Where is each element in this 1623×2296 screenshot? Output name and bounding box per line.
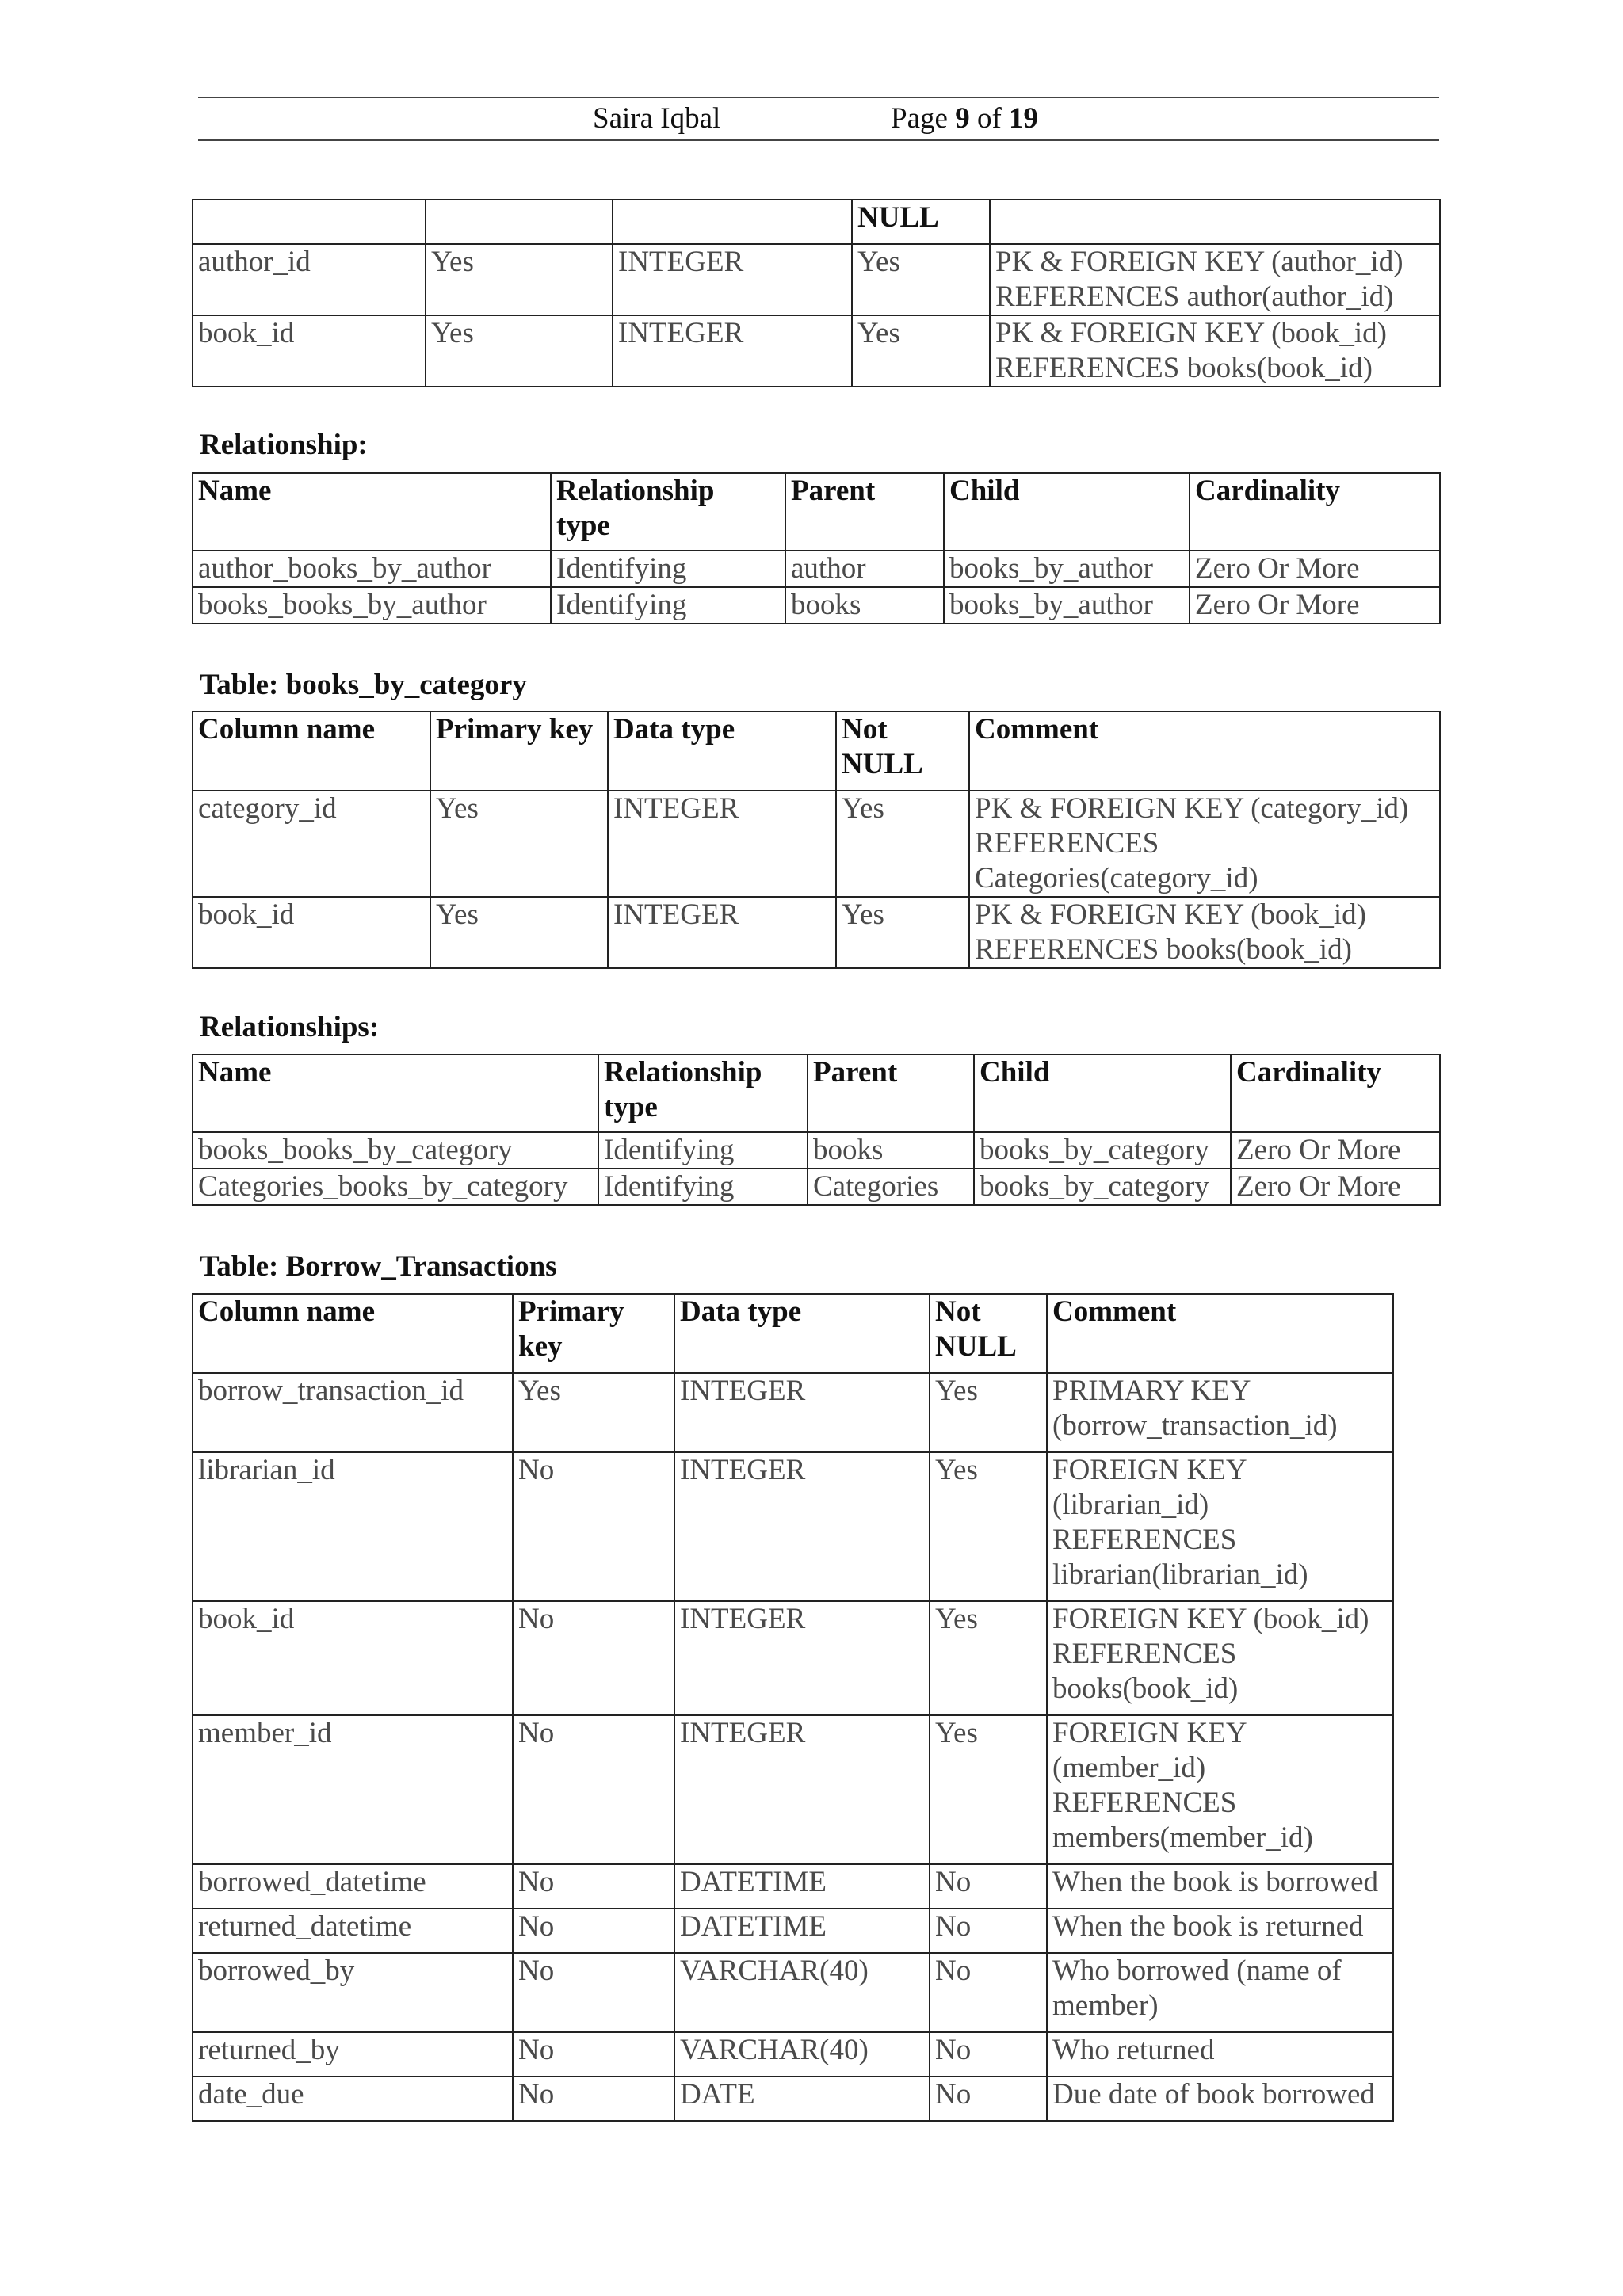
table-row: [193, 587, 1440, 624]
cell-line: Categories(category_id): [975, 862, 1258, 894]
cell-line: books(book_id): [1052, 1672, 1239, 1705]
table-cell: When the book is borrowed: [1047, 1864, 1393, 1909]
header-line: NULL: [935, 1330, 1017, 1363]
table-title: Table: books_by_category: [200, 669, 527, 701]
table-cell: author_id: [193, 244, 426, 315]
cell-line: PRIMARY KEY: [1052, 1375, 1251, 1407]
table-cell: Yes: [852, 244, 990, 315]
table-row: [193, 1909, 1393, 1953]
cell-line: members(member_id): [1052, 1821, 1313, 1854]
column-header: Data type: [674, 1294, 930, 1373]
table-cell: [613, 200, 852, 244]
column-header: [836, 711, 969, 791]
column-header: [551, 473, 785, 551]
cell-line: REFERENCES author(author_id): [995, 280, 1394, 313]
relationships-table: [192, 1054, 1441, 1206]
column-header: Primary key: [430, 711, 608, 791]
header-line: type: [556, 509, 610, 542]
table-cell: INTEGER: [674, 1715, 930, 1864]
table-row: [193, 2077, 1393, 2121]
table-cell: Yes: [430, 791, 608, 897]
table-cell: INTEGER: [674, 1373, 930, 1452]
header-line: Not: [935, 1295, 981, 1328]
table-row: [193, 1864, 1393, 1909]
header-page-indicator: [891, 101, 1038, 135]
table-continued: [192, 199, 1441, 387]
table-cell: INTEGER: [608, 791, 836, 897]
cell-line: FOREIGN KEY (book_id): [1052, 1603, 1369, 1635]
table-cell: member_id: [193, 1715, 513, 1864]
table-cell: date_due: [193, 2077, 513, 2121]
table-row: [193, 244, 1440, 315]
cell-line: REFERENCES: [1052, 1638, 1237, 1670]
cell-line: Who borrowed (name of: [1052, 1955, 1342, 1987]
header-line: Primary: [518, 1295, 624, 1328]
table-row: [193, 1601, 1393, 1715]
cell-line: PK & FOREIGN KEY (book_id): [975, 898, 1367, 931]
table-row: [193, 1373, 1393, 1452]
cell-line: REFERENCES: [1052, 1787, 1237, 1819]
column-header: Name: [193, 473, 551, 551]
header-line: Not: [842, 713, 888, 746]
table-cell: Identifying: [551, 587, 785, 624]
cell-line: (borrow_transaction_id): [1052, 1409, 1338, 1442]
table-cell: Yes: [852, 315, 990, 387]
column-header: [598, 1055, 808, 1132]
table-cell: Yes: [426, 244, 613, 315]
table-cell: [1047, 1452, 1393, 1601]
cell-line: (member_id): [1052, 1752, 1206, 1784]
column-header: Data type: [608, 711, 836, 791]
table-cell: DATETIME: [674, 1864, 930, 1909]
table-cell: No: [513, 1601, 674, 1715]
table-cell: borrowed_datetime: [193, 1864, 513, 1909]
table-cell: INTEGER: [674, 1452, 930, 1601]
page-of: of: [976, 102, 1002, 135]
header-top-rule: [198, 97, 1439, 98]
table-cell: author_books_by_author: [193, 551, 551, 587]
header-line: Relationship: [604, 1056, 762, 1089]
header-author: Saira Iqbal: [593, 102, 721, 135]
page-total: 19: [1009, 102, 1039, 135]
table-row: [193, 1715, 1393, 1864]
cell-line: REFERENCES: [1052, 1524, 1237, 1556]
column-header: [513, 1294, 674, 1373]
table-cell: Yes: [430, 897, 608, 968]
column-header: Child: [944, 473, 1190, 551]
table-cell: books_by_category: [974, 1169, 1231, 1205]
table-cell: No: [513, 2032, 674, 2077]
table-cell: book_id: [193, 897, 430, 968]
cell-line: FOREIGN KEY: [1052, 1454, 1247, 1486]
column-header: Child: [974, 1055, 1231, 1132]
table-cell: [1047, 1601, 1393, 1715]
table-cell: book_id: [193, 315, 426, 387]
table-cell: No: [513, 1864, 674, 1909]
relationship-title: Relationship:: [200, 429, 368, 461]
cell-line: REFERENCES books(book_id): [995, 352, 1373, 384]
table-row: [193, 1169, 1440, 1205]
table-cell: No: [513, 1452, 674, 1601]
table-cell: Zero Or More: [1231, 1132, 1440, 1169]
table-cell: books_by_author: [944, 551, 1190, 587]
table-cell: Yes: [513, 1373, 674, 1452]
table-cell: INTEGER: [608, 897, 836, 968]
table-cell: [969, 791, 1440, 897]
table-cell: [990, 200, 1440, 244]
table-row: [193, 551, 1440, 587]
table-row: [193, 1953, 1393, 2032]
column-header: Parent: [785, 473, 944, 551]
table-row: [193, 897, 1440, 968]
table-cell: Due date of book borrowed: [1047, 2077, 1393, 2121]
table-cell: books: [785, 587, 944, 624]
header-bottom-rule: [198, 139, 1439, 141]
table-cell: returned_by: [193, 2032, 513, 2077]
table-cell: [990, 315, 1440, 387]
table-cell: No: [930, 2077, 1047, 2121]
table-header-row: [193, 1055, 1440, 1132]
table-cell: [193, 200, 426, 244]
table-cell: No: [513, 1953, 674, 2032]
table-cell: book_id: [193, 1601, 513, 1715]
table-cell: No: [513, 2077, 674, 2121]
table-cell: VARCHAR(40): [674, 1953, 930, 2032]
table-cell: Yes: [930, 1715, 1047, 1864]
table-cell: Yes: [930, 1373, 1047, 1452]
table-cell: books_by_category: [974, 1132, 1231, 1169]
column-header: Column name: [193, 711, 430, 791]
table-cell: No: [930, 1953, 1047, 2032]
table-cell: Yes: [426, 315, 613, 387]
table-row: [193, 1132, 1440, 1169]
table-header-row: [193, 473, 1440, 551]
table-row: [193, 315, 1440, 387]
cell-line: member): [1052, 1989, 1159, 2022]
cell-line: PK & FOREIGN KEY (category_id): [975, 792, 1409, 825]
table-cell: INTEGER: [613, 244, 852, 315]
table-cell: DATETIME: [674, 1909, 930, 1953]
table-cell: When the book is returned: [1047, 1909, 1393, 1953]
table-cell: books_books_by_author: [193, 587, 551, 624]
table-cell: Identifying: [598, 1169, 808, 1205]
table-row: [193, 200, 1440, 244]
header-line: NULL: [842, 748, 923, 780]
column-header: Comment: [969, 711, 1440, 791]
cell-line: REFERENCES books(book_id): [975, 933, 1352, 966]
table-cell: Yes: [836, 791, 969, 897]
table-cell: Yes: [836, 897, 969, 968]
table-cell: Zero Or More: [1231, 1169, 1440, 1205]
table-header-row: [193, 711, 1440, 791]
table-cell: [969, 897, 1440, 968]
relationships-title: Relationships:: [200, 1011, 380, 1043]
column-header: Comment: [1047, 1294, 1393, 1373]
page-number: 9: [955, 102, 970, 135]
header-line: Relationship: [556, 475, 715, 507]
cell-line: FOREIGN KEY: [1052, 1717, 1247, 1749]
column-header: [930, 1294, 1047, 1373]
header-line: key: [518, 1330, 563, 1363]
relationship-table: [192, 472, 1441, 624]
table-cell: [426, 200, 613, 244]
table-cell: No: [513, 1715, 674, 1864]
cell-line: PK & FOREIGN KEY (book_id): [995, 317, 1388, 349]
table-cell: VARCHAR(40): [674, 2032, 930, 2077]
table-cell: librarian_id: [193, 1452, 513, 1601]
table-cell: INTEGER: [674, 1601, 930, 1715]
table-cell: [1047, 1373, 1393, 1452]
table-cell: Identifying: [551, 551, 785, 587]
column-header: Cardinality: [1190, 473, 1440, 551]
table-cell: Zero Or More: [1190, 551, 1440, 587]
table-row: [193, 1452, 1393, 1601]
table-header-row: [193, 1294, 1393, 1373]
table-cell: Zero Or More: [1190, 587, 1440, 624]
table-cell: books_by_author: [944, 587, 1190, 624]
table-cell: category_id: [193, 791, 430, 897]
table-title: Table: Borrow_Transactions: [200, 1250, 557, 1283]
table-cell: [1047, 1715, 1393, 1864]
cell-line: REFERENCES: [975, 827, 1159, 860]
table-cell: DATE: [674, 2077, 930, 2121]
table-cell: Categories_books_by_category: [193, 1169, 598, 1205]
table-cell: Who returned: [1047, 2032, 1393, 2077]
table-cell: returned_datetime: [193, 1909, 513, 1953]
table-cell: books_books_by_category: [193, 1132, 598, 1169]
table-cell: books: [808, 1132, 974, 1169]
table-row: [193, 2032, 1393, 2077]
table-cell: borrowed_by: [193, 1953, 513, 2032]
table-cell: author: [785, 551, 944, 587]
table-cell: No: [930, 2032, 1047, 2077]
column-header: Name: [193, 1055, 598, 1132]
column-header: Cardinality: [1231, 1055, 1440, 1132]
column-header: Parent: [808, 1055, 974, 1132]
table-cell: [990, 244, 1440, 315]
cell-line: PK & FOREIGN KEY (author_id): [995, 246, 1403, 278]
table-cell: Yes: [930, 1601, 1047, 1715]
table-cell: [1047, 1953, 1393, 2032]
borrow-transactions-table: [192, 1293, 1394, 2122]
table-cell: Identifying: [598, 1132, 808, 1169]
cell-line: (librarian_id): [1052, 1489, 1209, 1521]
table-cell: NULL: [852, 200, 990, 244]
table-cell: Yes: [930, 1452, 1047, 1601]
header-line: type: [604, 1091, 658, 1123]
table-cell: No: [930, 1864, 1047, 1909]
table-cell: INTEGER: [613, 315, 852, 387]
page-prefix: Page: [891, 102, 948, 135]
table-cell: No: [513, 1909, 674, 1953]
table-cell: borrow_transaction_id: [193, 1373, 513, 1452]
table-row: [193, 791, 1440, 897]
books-by-category-table: [192, 711, 1441, 969]
column-header: Column name: [193, 1294, 513, 1373]
table-cell: Categories: [808, 1169, 974, 1205]
cell-line: librarian(librarian_id): [1052, 1558, 1308, 1591]
table-cell: No: [930, 1909, 1047, 1953]
